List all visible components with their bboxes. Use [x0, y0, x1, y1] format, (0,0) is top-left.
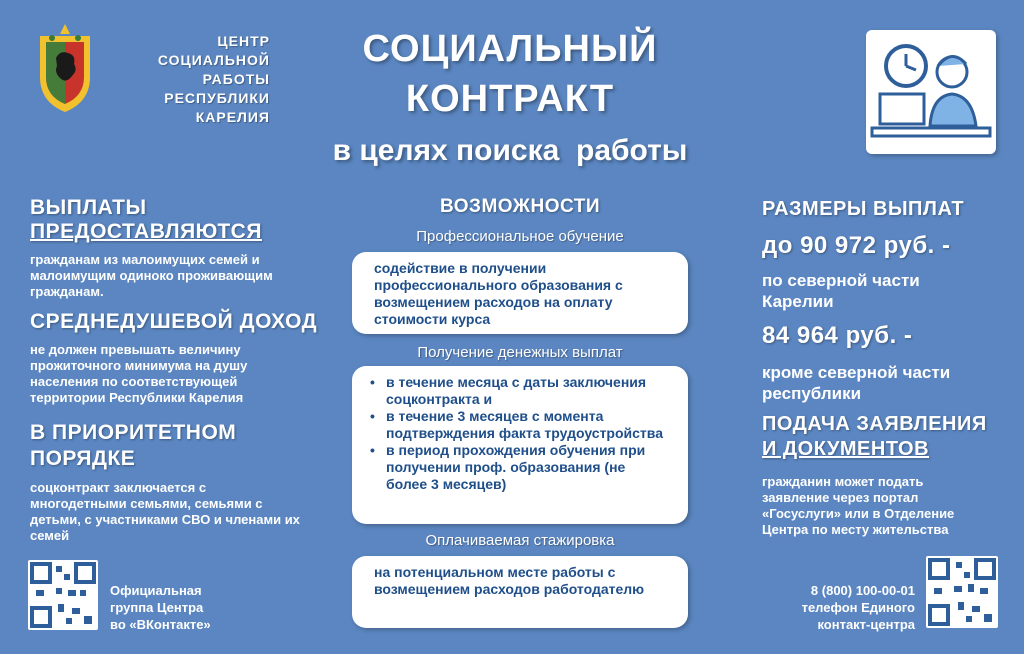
card-internship: [352, 556, 688, 628]
caption-payments: Получение денежных выплат: [417, 344, 623, 361]
title-line-1: СОЦИАЛЬНЫЙ: [362, 28, 658, 70]
bullet-item: • в течение 3 месяцев с момента подтверждения факта трудоустройства: [364, 408, 664, 442]
worker-clock-icon: [866, 30, 996, 154]
caption-training: Профессиональное обучение: [416, 228, 624, 245]
amount-2-text: кроме северной части республики: [762, 363, 951, 403]
phone-text[interactable]: 8 (800) 100-00-01 телефон Единого контакт-центра: [801, 583, 915, 632]
opportunities-heading: ВОЗМОЖНОСТИ: [440, 196, 600, 217]
subtitle: в целях поиска работы: [332, 134, 688, 167]
payments-bullet-list: [364, 374, 664, 493]
income-text: не должен превышать величину прожиточного минимума на душу населения по соответствующей территории Республики Карелия: [30, 342, 248, 405]
bullet-item: • в течение месяца с даты заключения соцконтракта и: [364, 374, 664, 408]
priority-heading: В ПРИОРИТЕТНОМ ПОРЯДКЕ: [30, 421, 237, 470]
card-internship-text: на потенциальном месте работы с возмещением расходов работодателю: [374, 564, 645, 597]
organization-name: ЦЕНТР СОЦИАЛЬНОЙ РАБОТЫ РЕСПУБЛИКИ КАРЕЛИЯ: [157, 33, 270, 125]
title-line-2: КОНТРАКТ: [405, 78, 615, 120]
payments-heading: ВЫПЛАТЫ ПРЕДОСТАВЛЯЮТСЯ: [30, 196, 262, 243]
card-payments: [352, 366, 688, 524]
card-training: [352, 252, 688, 334]
amount-1: до 90 972 руб. -: [762, 232, 951, 259]
amount-2: 84 964 руб. -: [762, 322, 913, 349]
apply-text: гражданин может подать заявление через портал «Госуслуги» или в Отделение Центра по месту жительства: [762, 474, 955, 537]
income-heading: СРЕДНЕДУШЕВОЙ ДОХОД: [30, 310, 318, 333]
qr-code-icon[interactable]: [28, 560, 98, 630]
vk-group-text[interactable]: Официальная группа Центра во «ВКонтакте»: [110, 583, 211, 632]
sizes-heading: РАЗМЕРЫ ВЫПЛАТ: [762, 198, 965, 220]
bullet-item: • в период прохождения обучения при получении проф. образования (не более 3 месяцев): [364, 442, 664, 493]
qr-code-icon[interactable]: [926, 556, 998, 628]
priority-text: соцконтракт заключается с многодетными семьями, семьями с детьми, с участниками СВО и членами их семей: [30, 480, 300, 543]
apply-heading: ПОДАЧА ЗАЯВЛЕНИЯ И ДОКУМЕНТОВ: [762, 413, 987, 460]
card-training-text: содействие в получении профессионального образования с возмещением расходов на оплату стоимости курса: [374, 260, 623, 327]
payments-text: гражданам из малоимущих семей и малоимущим одиноко проживающим гражданам.: [30, 252, 273, 299]
coat-of-arms-icon: [30, 22, 100, 114]
amount-1-text: по северной части Карелии: [762, 271, 920, 311]
caption-internship: Оплачиваемая стажировка: [425, 532, 615, 549]
